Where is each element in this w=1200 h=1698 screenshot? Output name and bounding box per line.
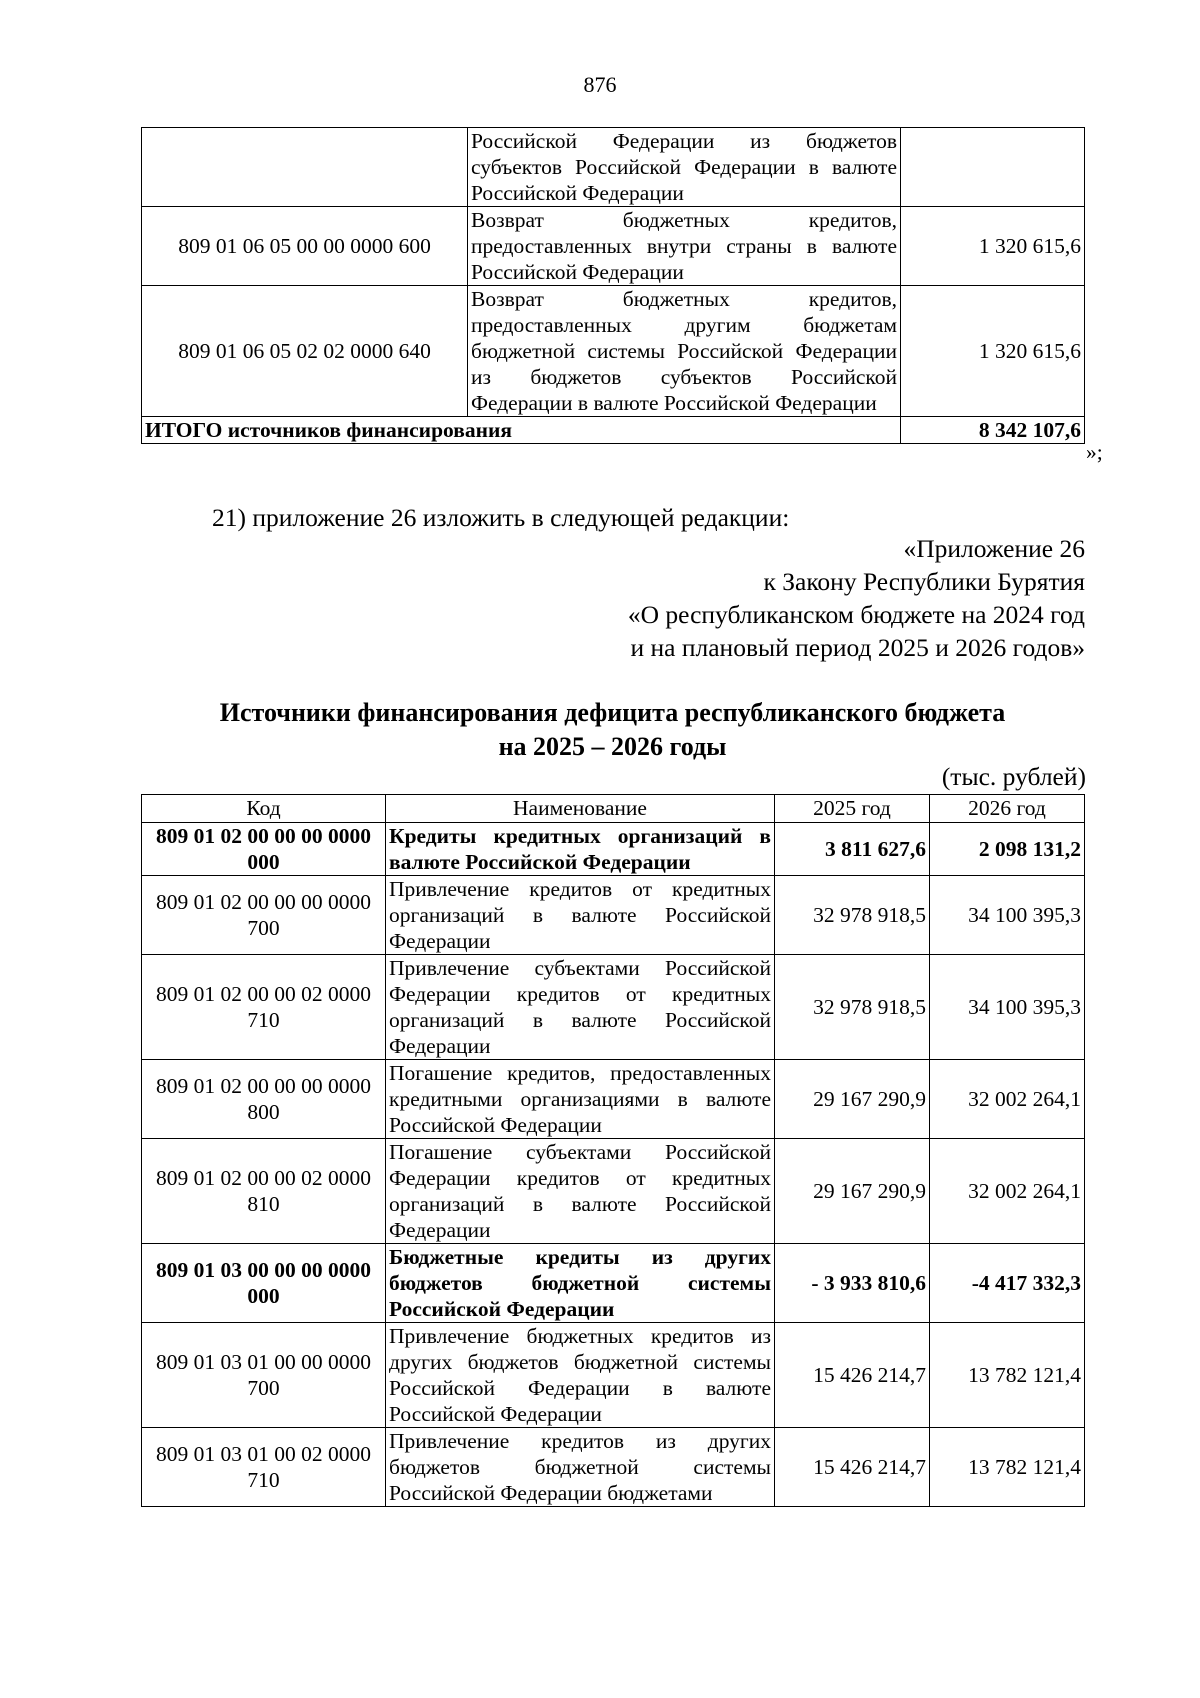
table-row	[142, 823, 1085, 876]
row-code: 809 01 02 00 00 00 0000 000	[142, 823, 386, 876]
row-code: 809 01 02 00 00 00 0000 700	[142, 876, 386, 955]
row-2026: 2 098 131,2	[930, 823, 1085, 876]
row-name: Бюджетные кредиты из других бюджетов бюджетной системы Российской Федерации	[386, 1244, 775, 1323]
row-code: 809 01 02 00 00 02 0000 810	[142, 1139, 386, 1244]
table-row	[142, 876, 1085, 955]
row-code: 809 01 02 00 00 00 0000 800	[142, 1060, 386, 1139]
row-name: Возврат бюджетных кредитов, предоставленных внутри страны в валюте Российской Федерации	[468, 207, 901, 286]
appendix-line: «О республиканском бюджете на 2024 год	[627, 600, 1085, 629]
row-2025: 3 811 627,6	[775, 823, 930, 876]
document-title	[141, 696, 1084, 764]
row-name: Возврат бюджетных кредитов, предоставленных другим бюджетам бюджетной системы Российской Федерации из бюджетов субъектов Российской Федерации в валюте Российской Федерации	[468, 286, 901, 417]
row-2026: 32 002 264,1	[930, 1139, 1085, 1244]
row-2025: 32 978 918,5	[775, 955, 930, 1060]
table-row	[142, 286, 1085, 417]
row-amount: 1 320 615,6	[901, 207, 1085, 286]
appendix-header	[628, 532, 1085, 664]
table-row	[142, 1428, 1085, 1507]
row-name: Привлечение кредитов от кредитных организаций в валюте Российской Федерации	[386, 876, 775, 955]
total-label: ИТОГО источников финансирования	[142, 417, 901, 444]
row-amount	[901, 128, 1085, 207]
row-name: Привлечение кредитов из других бюджетов бюджетной системы Российской Федерации бюджетами	[386, 1428, 775, 1507]
row-name: Российской Федерации из бюджетов субъектов Российской Федерации в валюте Российской Федерации	[468, 128, 901, 207]
row-2026: 34 100 395,3	[930, 955, 1085, 1060]
header-name: Наименование	[386, 795, 775, 823]
row-2025: 29 167 290,9	[775, 1060, 930, 1139]
closing-quote: »;	[1086, 440, 1103, 464]
table-row	[142, 1244, 1085, 1323]
header-2025: 2025 год	[775, 795, 930, 823]
row-code: 809 01 03 01 00 02 0000 710	[142, 1428, 386, 1507]
row-2025: - 3 933 810,6	[775, 1244, 930, 1323]
units-label: (тыс. рублей)	[941, 762, 1086, 791]
title-line: Источники финансирования дефицита республиканского бюджета	[219, 698, 1006, 727]
table-row	[142, 1060, 1085, 1139]
total-amount: 8 342 107,6	[901, 417, 1085, 444]
row-2026: 34 100 395,3	[930, 876, 1085, 955]
row-amount: 1 320 615,6	[901, 286, 1085, 417]
table-row	[142, 207, 1085, 286]
appendix-line: «Приложение 26	[903, 534, 1085, 563]
row-name: Погашение кредитов, предоставленных кредитными организациями в валюте Российской Федерации	[386, 1060, 775, 1139]
header-code: Код	[142, 795, 386, 823]
financing-sources-table	[141, 794, 1085, 1507]
appendix-line: и на плановый период 2025 и 2026 годов»	[630, 633, 1085, 662]
continuation-table	[141, 127, 1085, 444]
table-row	[142, 1139, 1085, 1244]
row-2025: 15 426 214,7	[775, 1428, 930, 1507]
row-2025: 32 978 918,5	[775, 876, 930, 955]
table-header-row	[142, 795, 1085, 823]
row-2026: -4 417 332,3	[930, 1244, 1085, 1323]
row-code: 809 01 06 05 02 02 0000 640	[142, 286, 468, 417]
row-name: Погашение субъектами Российской Федерации кредитов от кредитных организаций в валюте Российской Федерации	[386, 1139, 775, 1244]
row-2026: 13 782 121,4	[930, 1428, 1085, 1507]
header-2026: 2026 год	[930, 795, 1085, 823]
row-name: Привлечение бюджетных кредитов из других бюджетов бюджетной системы Российской Федерации в валюте Российской Федерации	[386, 1323, 775, 1428]
row-2025: 15 426 214,7	[775, 1323, 930, 1428]
row-2026: 13 782 121,4	[930, 1323, 1085, 1428]
row-2026: 32 002 264,1	[930, 1060, 1085, 1139]
page-number: 876	[583, 72, 617, 97]
row-name: Кредиты кредитных организаций в валюте Российской Федерации	[386, 823, 775, 876]
total-row	[142, 417, 1085, 444]
row-code	[142, 128, 468, 207]
title-line: на 2025 – 2026 годы	[498, 732, 727, 761]
row-name: Привлечение субъектами Российской Федерации кредитов от кредитных организаций в валюте Российской Федерации	[386, 955, 775, 1060]
row-code: 809 01 02 00 00 02 0000 710	[142, 955, 386, 1060]
table-row	[142, 1323, 1085, 1428]
row-code: 809 01 06 05 00 00 0000 600	[142, 207, 468, 286]
appendix-line: к Закону Республики Бурятия	[763, 567, 1085, 596]
table-row	[142, 955, 1085, 1060]
row-code: 809 01 03 00 00 00 0000 000	[142, 1244, 386, 1323]
row-code: 809 01 03 01 00 00 0000 700	[142, 1323, 386, 1428]
amendment-paragraph: 21) приложение 26 изложить в следующей редакции:	[212, 503, 790, 532]
row-2025: 29 167 290,9	[775, 1139, 930, 1244]
table-row	[142, 128, 1085, 207]
